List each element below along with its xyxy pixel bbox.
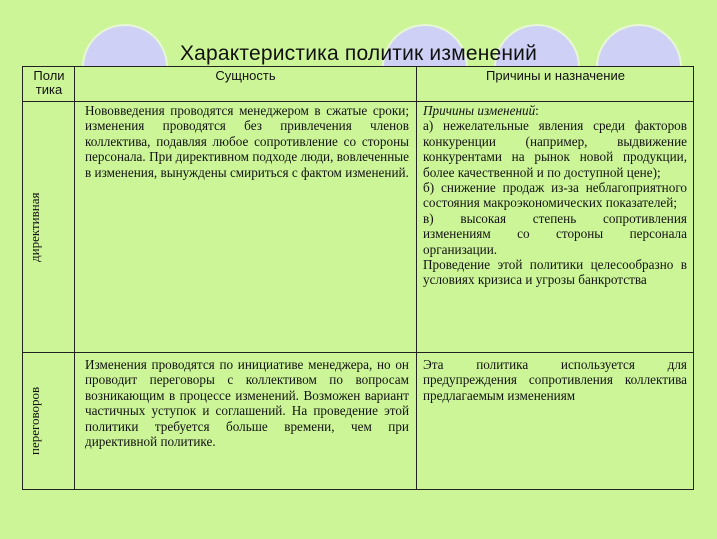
row2-reasons: Эта политика используется для предупреждения сопротивления коллектива предлагаемым изменениям — [423, 357, 687, 403]
row1-reason-c: в) высокая степень сопротивления изменениям со стороны персонала организации. — [423, 210, 687, 257]
row1-reasons-heading: Причины изменений — [423, 103, 536, 118]
row2-essence: Изменения проводятся по инициативе менеджера, но он проводит переговоры с коллективом по вопросам возникающим в процессе изменений. Возможен вариант частичных уступок и соглашений. На проведение этой политики требуется больше времени, чем при директивной политике. — [85, 357, 409, 450]
page-title: Характеристика политик изменений — [179, 42, 538, 65]
row1-reason-b: б) снижение продаж из-за неблагоприятного состояния макроэкономических показателей; — [423, 180, 687, 211]
row1-reasons-note: Проведение этой политики целесообразно в условиях кризиса и угрозы банкротства — [423, 257, 687, 288]
row1-reasons — [423, 103, 687, 288]
row1-reason-a: а) нежелательные явления среди факторов конкуренции (например, выдвижение конкурентами на рынок новой продукции, более качественной и по доступной цене); — [423, 118, 687, 180]
header-essence: Сущность — [215, 68, 276, 83]
header-policy: Поли тика — [33, 68, 65, 97]
row1-essence: Нововведения проводятся менеджером в сжатые сроки; изменения проводятся без привлечения членов коллектива, подавляя любое сопротивление со стороны персонала. При директивном подходе люди, вовлеченные в изменения, вынуждены смириться с фактом изменений. — [85, 103, 409, 180]
row-divider — [23, 352, 693, 353]
col-divider-1 — [74, 67, 75, 489]
row1-reasons-heading-line — [423, 103, 687, 118]
policy-table — [22, 66, 694, 490]
row1-reasons-heading-colon: : — [535, 103, 539, 118]
header-divider — [23, 101, 693, 102]
col-divider-2 — [416, 67, 417, 489]
header-reasons: Причины и назначение — [486, 68, 625, 83]
row2-policy-label: переговоров — [27, 386, 42, 456]
row1-policy-label: директивная — [27, 192, 42, 262]
